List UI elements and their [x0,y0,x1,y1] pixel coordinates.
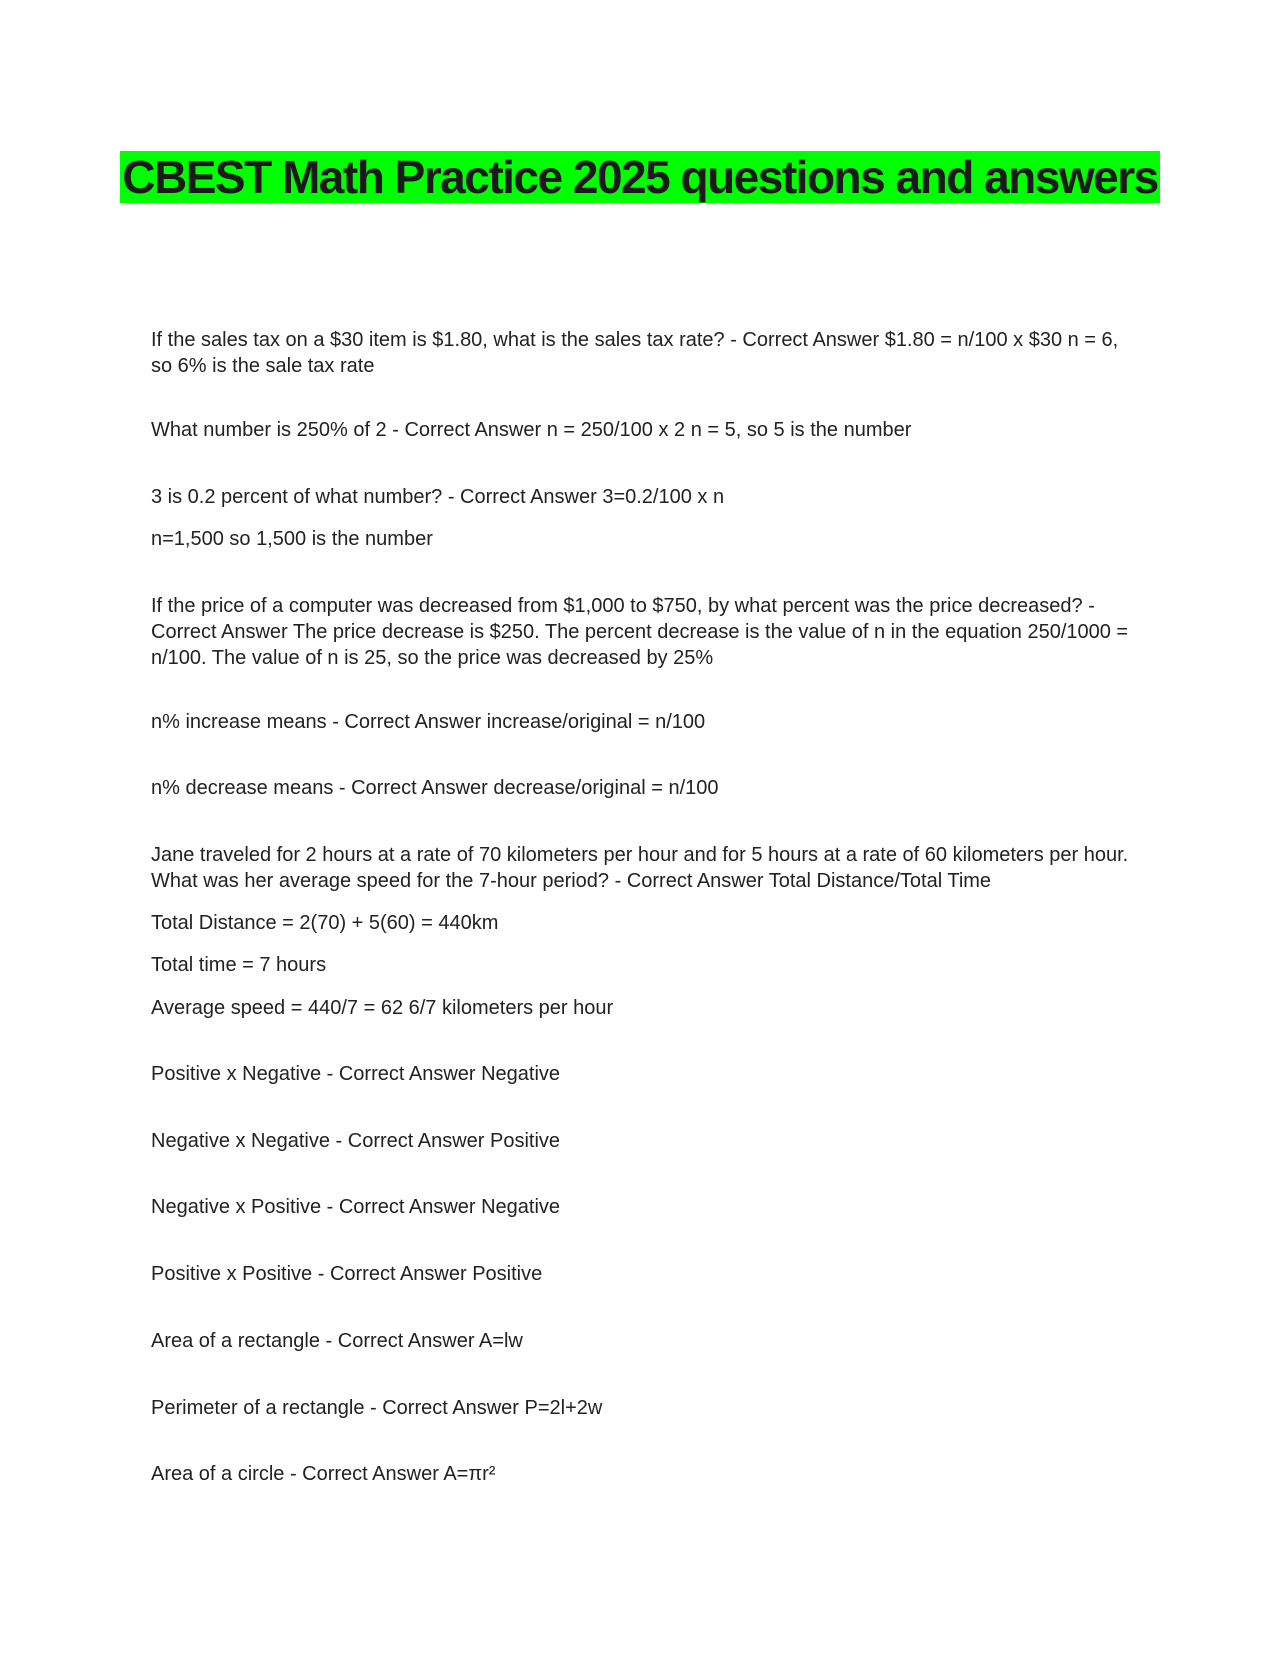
qa-computer-price: If the price of a computer was decreased from $1,000 to $750, by what percent was the price decreased? - Correct Answer The price decrease is $250. The percent decrease is the value of n in the equation 250/1000 = n/100. The value of n is 25, so the price was decreased by 25% [151,595,1129,669]
qa-250-percent: What number is 250% of 2 - Correct Answer n = 250/100 x 2 n = 5, so 5 is the number [151,419,912,441]
qa-pos-x-pos: Positive x Positive - Correct Answer Positive [151,1263,543,1285]
title-highlight: CBEST Math Practice 2025 questions and answers [122,151,1158,203]
qa-0-2-percent-answer: n=1,500 so 1,500 is the number [151,528,433,550]
qa-pos-x-neg: Positive x Negative - Correct Answer Negative [151,1063,561,1085]
qa-rectangle-area: Area of a rectangle - Correct Answer A=lw [151,1330,523,1352]
qa-percent-decrease: n% decrease means - Correct Answer decrease/original = n/100 [151,777,719,799]
document-title [120,148,1160,206]
qa-0-2-percent: 3 is 0.2 percent of what number? - Correct Answer 3=0.2/100 x n [151,486,725,508]
qa-total-distance: Total Distance = 2(70) + 5(60) = 440km [151,912,499,934]
qa-circle-area: Area of a circle - Correct Answer A=πr² [151,1463,496,1485]
qa-total-time: Total time = 7 hours [151,954,327,976]
qa-neg-x-pos: Negative x Positive - Correct Answer Negative [151,1196,561,1218]
qa-rectangle-perimeter: Perimeter of a rectangle - Correct Answer P=2l+2w [151,1397,603,1419]
qa-average-speed-result: Average speed = 440/7 = 62 6/7 kilometers per hour [151,997,614,1019]
qa-neg-x-neg: Negative x Negative - Correct Answer Positive [151,1130,561,1152]
qa-percent-increase: n% increase means - Correct Answer increase/original = n/100 [151,711,706,733]
qa-sales-tax: If the sales tax on a $30 item is $1.80, what is the sales tax rate? - Correct Answer $1.80 = n/100 x $30 n = 6, so 6% is the sale tax rate [151,329,1119,377]
qa-average-speed: Jane traveled for 2 hours at a rate of 70 kilometers per hour and for 5 hours at a rate of 60 kilometers per hour. What was her average speed for the 7-hour period? - Correct Answer Total Distance/Total Time [151,844,1129,892]
